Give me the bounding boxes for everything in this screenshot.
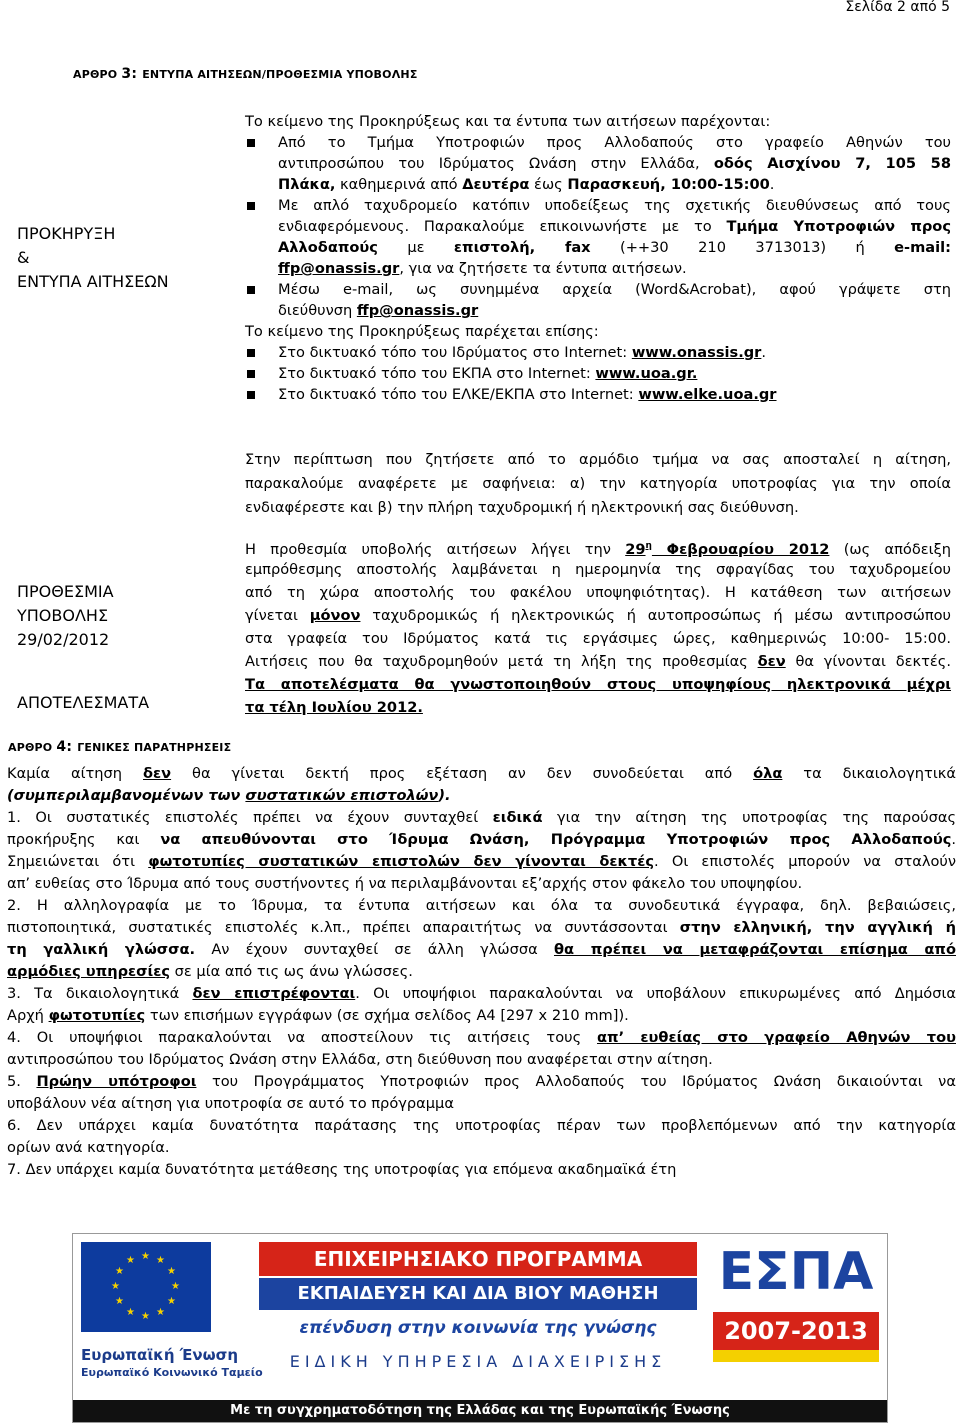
line bbox=[7, 785, 956, 807]
programme-title: ΕΠΙΧΕΙΡΗΣΙΑΚΟ ΠΡΟΓΡΑΜΜΑ bbox=[259, 1242, 697, 1276]
line bbox=[7, 1071, 956, 1093]
text: (συμπεριλαμβανομένων των bbox=[7, 787, 246, 804]
results-notice: Τα αποτελέσματα θα γνωστοποιηθούν στους υποψηφίους ηλεκτρονικά μέχρι bbox=[245, 676, 951, 693]
text: με bbox=[377, 239, 454, 256]
espa-logo bbox=[713, 1242, 879, 1392]
text: αντιπροσώπου του Ιδρύματος Ωνάση στην Ελλάδα, bbox=[278, 155, 714, 172]
text: Αιτήσεις που θα ταχυδρομηθούν μετά τη λήξη της προθεσμίας bbox=[245, 653, 758, 670]
text: επιστολή, fax bbox=[453, 239, 591, 256]
bullet-cont bbox=[245, 216, 951, 237]
text: τη γαλλική γλώσσα. bbox=[7, 941, 196, 958]
eu-subtitle: Ευρωπαϊκό Κοινωνικό Ταμείο bbox=[81, 1366, 263, 1379]
line bbox=[245, 650, 951, 673]
line bbox=[7, 1005, 956, 1027]
bullet-web-elke bbox=[245, 384, 951, 405]
text: Αρχή bbox=[7, 1007, 49, 1024]
programme-slogan: επένδυση στην κοινωνία της γνώσης bbox=[299, 1318, 657, 1338]
text: . Οι υποψήφιοι παρακαλούνται να υποβάλουν επικυρωμένες από Δημόσια bbox=[355, 985, 956, 1002]
email-link[interactable]: ffp@onassis.gr bbox=[278, 260, 400, 277]
line bbox=[245, 535, 951, 558]
text: Η προθεσμία υποβολής αιτήσεων λήγει την bbox=[245, 540, 626, 558]
funding-banner bbox=[72, 1233, 888, 1423]
text: Αλλοδαπούς bbox=[278, 239, 378, 256]
text: να απευθύνονται στο Ίδρυμα Ωνάση, Πρόγραμμα Υποτροφιών προς Αλλοδαπούς bbox=[160, 831, 952, 848]
text: 4. Οι υποψήφιοι παρακαλούνται να αποστείλουν τις αιτήσεις τους bbox=[7, 1029, 598, 1046]
espa-years: 2007-2013 bbox=[713, 1312, 879, 1350]
line bbox=[7, 983, 956, 1005]
text: φωτοτυπίες συστατικών επιστολών δεν γίνονται δεκτές bbox=[148, 853, 655, 870]
text: για την αίτηση της υποτροφίας της παρούσας bbox=[542, 809, 957, 826]
text: ταχυδρομικώς ή ηλεκτρονικώς ή αυτοπροσώπως ή μέσω αντιπροσώπου bbox=[360, 607, 951, 624]
text: αντιπροσώπου του Ιδρύματος Ωνάση στην Ελλάδα, στη διεύθυνση που αναφέρεται στην αίτηση. bbox=[7, 1051, 713, 1068]
eu-star-icon: ★ bbox=[156, 1255, 165, 1267]
text: ορίων ανά κατηγορία. bbox=[7, 1139, 170, 1156]
proclamation-section bbox=[245, 111, 951, 405]
text: μόνον bbox=[309, 607, 361, 624]
text: . bbox=[761, 344, 767, 361]
text: Πρώην υπότροφοι bbox=[36, 1073, 197, 1090]
text: εμπρόθεσμης αποστολής λαμβάνεται η ημερομηνία της σφραγίδας του ταχυδρομείου bbox=[245, 561, 951, 578]
bullet-cont bbox=[245, 153, 951, 174]
text: Δευτέρα bbox=[462, 176, 530, 193]
text: . Οι επιστολές μπορούν να σταλούν bbox=[654, 853, 957, 870]
text: θα γίνονται δεκτές. bbox=[785, 653, 951, 670]
bullet-web-onassis bbox=[245, 342, 951, 363]
eu-star-icon: ★ bbox=[171, 1281, 180, 1292]
text: στα γραφεία του Ιδρύματος κατά τις εργάσιμες ώρες, καθημερινώς 10:00- 15:00. bbox=[245, 630, 951, 647]
text: προκήρυξης και bbox=[7, 831, 161, 848]
label-line: ΕΝΤΥΠΑ ΑΙΤΗΣΕΩΝ bbox=[17, 272, 169, 291]
eu-star-icon: ★ bbox=[126, 1255, 135, 1267]
results-label: ΑΠΟΤΕΛΕΣΜΑΤΑ bbox=[17, 693, 150, 712]
deadline-paragraph bbox=[245, 535, 951, 719]
text: παρακαλούμε αναφέρετε με σαφήνεια: α) την κατηγορία υποτροφίας για την οποία bbox=[245, 475, 951, 492]
office-hours: Παρασκευή, 10:00-15:00 bbox=[567, 176, 770, 193]
line bbox=[7, 763, 956, 785]
text: (++30 210 3713013) ή bbox=[590, 239, 895, 256]
text: ενδιαφέρεστε και β) την πλήρη ταχυδρομική ή ηλεκτρονική σας διεύθυνση. bbox=[245, 499, 799, 516]
text: έως bbox=[529, 176, 568, 193]
text: ενδιαφερόμενους. Παρακαλούμε επικοινωνήστε με το bbox=[278, 218, 727, 235]
bullet-cont bbox=[245, 174, 951, 195]
text: Αν έχουν συνταχθεί σε άλλη γλώσσα bbox=[195, 941, 554, 958]
espa-strip bbox=[713, 1350, 879, 1362]
proclamation-label bbox=[17, 222, 227, 294]
email-link[interactable]: ffp@onassis.gr bbox=[356, 302, 479, 319]
article-3-heading bbox=[73, 66, 418, 82]
text: όλα bbox=[753, 765, 783, 782]
text: . bbox=[769, 176, 775, 193]
article-number: 3: bbox=[121, 66, 143, 82]
text: αρμόδιες υπηρεσίες bbox=[7, 963, 170, 980]
article-prefix: ΑΡΘΡΟ bbox=[73, 68, 122, 81]
general-remarks bbox=[7, 763, 956, 1181]
eu-flag-icon bbox=[81, 1242, 211, 1332]
text: συστατικών επιστολών bbox=[245, 787, 439, 804]
text: , για να ζητήσετε τα έντυπα αιτήσεων. bbox=[399, 260, 687, 277]
line bbox=[245, 604, 951, 627]
line bbox=[7, 829, 956, 851]
text: 1. Οι συστατικές επιστολές πρέπει να έχουν συνταχθεί bbox=[7, 809, 493, 826]
date: 29 bbox=[625, 540, 646, 558]
text: δεν επιστρέφονται bbox=[192, 985, 356, 1002]
deadline-label bbox=[17, 580, 227, 652]
eu-title: Ευρωπαϊκή Ένωση bbox=[81, 1346, 239, 1364]
text: φωτοτυπίες bbox=[48, 1007, 146, 1024]
web-link[interactable]: www.elke.uoa.gr bbox=[638, 386, 777, 403]
web-link[interactable]: www.onassis.gr bbox=[631, 344, 762, 361]
bullet-post bbox=[245, 195, 951, 216]
eu-star-icon: ★ bbox=[126, 1306, 135, 1318]
text: 6. Δεν υπάρχει καμία δυνατότητα παράτασης της υποτροφίας πέραν των προβλεπόμενων από την κατηγορία bbox=[7, 1117, 956, 1134]
text: θα γίνεται δεκτή προς εξέταση αν δεν συνοδεύεται από bbox=[171, 765, 754, 782]
line bbox=[7, 1027, 956, 1049]
bullet-cont bbox=[245, 237, 951, 258]
results-notice: τα τέλη Ιουλίου 2012. bbox=[245, 699, 423, 716]
article-prefix: ΑΡΘΡΟ bbox=[8, 741, 57, 754]
eu-star-icon: ★ bbox=[115, 1296, 124, 1307]
also-line: Το κείμενο της Προκηρύξεως παρέχεται επίσης: bbox=[245, 323, 599, 340]
programme-name: ΕΚΠΑΙΔΕΥΣΗ ΚΑΙ ΔΙΑ ΒΙΟΥ ΜΑΘΗΣΗ bbox=[259, 1278, 697, 1310]
line bbox=[7, 851, 956, 873]
eu-star-icon: ★ bbox=[111, 1281, 120, 1292]
text: 7. Δεν υπάρχει καμία δυνατότητα μετάθεσης της υποτροφίας για επόμενα ακαδημαϊκά έτη bbox=[7, 1161, 677, 1178]
text: Στο δικτυακό τόπο του ΕΛΚΕ/ΕΚΠΑ στο Internet: bbox=[278, 386, 639, 403]
text: πιστοποιητικά, συστατικές επιστολές κ.λπ., πρέπει απαραιτήτως να συντάσσονται bbox=[7, 919, 680, 936]
text: η bbox=[645, 541, 652, 551]
request-paragraph bbox=[245, 448, 951, 520]
article-title: ΓΕΝΙΚΕΣ ΠΑΡΑΤΗΡΗΣΕΙΣ bbox=[77, 741, 232, 754]
web-link[interactable]: www.uoa.gr. bbox=[595, 365, 698, 382]
eu-star-icon: ★ bbox=[156, 1306, 165, 1318]
text: Από το Τμήμα Υποτροφιών προς Αλλοδαπούς στο γραφείο Αθηνών του bbox=[278, 134, 951, 151]
label-line: 29/02/2012 bbox=[17, 630, 110, 649]
line bbox=[7, 807, 956, 829]
text: 5. bbox=[7, 1073, 37, 1090]
text: του Προγράμματος Υποτροφιών προς Αλλοδαπούς του Ιδρύματος Ωνάση δικαιούνται να bbox=[196, 1073, 956, 1090]
text: στην ελληνική, την αγγλική ή bbox=[679, 919, 956, 936]
bullet-cont bbox=[245, 300, 951, 321]
text: e-mail: bbox=[894, 239, 951, 256]
page-number: Σελίδα 2 από 5 bbox=[845, 0, 950, 15]
bullet-cont bbox=[245, 258, 951, 279]
bullet-web-uoa bbox=[245, 363, 951, 384]
text: Στην περίπτωση που ζητήσετε από το αρμόδιο τμήμα να σας αποσταλεί η αίτηση, bbox=[245, 451, 951, 468]
text: γίνεται bbox=[245, 607, 310, 624]
label-line: ΠΡΟΚΗΡΥΞΗ bbox=[17, 224, 116, 243]
eu-star-icon: ★ bbox=[141, 1251, 150, 1262]
text: Τμήμα Υποτροφιών προς bbox=[726, 218, 951, 235]
text: απ’ ευθείας στο Ίδρυμα από τους συστήνοντες ή να περιλαμβάνονται εξ’αρχής στον φάκελο του υποψηφίου. bbox=[7, 875, 803, 892]
text: Στο δικτυακό τόπο του Ιδρύματος στο Internet: bbox=[278, 344, 632, 361]
text: σε μία από τις ως άνω γλώσσες. bbox=[170, 963, 413, 980]
text: των επισήμων εγγράφων (σε σχήμα σελίδος Α4 [297 x 210 mm]). bbox=[145, 1007, 629, 1024]
text: καθημερινά από bbox=[335, 176, 463, 193]
text: Σημειώνεται ότι bbox=[7, 853, 149, 870]
eu-star-icon: ★ bbox=[166, 1266, 176, 1277]
eu-star-icon: ★ bbox=[141, 1311, 150, 1322]
intro-line: Το κείμενο της Προκηρύξεως και τα έντυπα των αιτήσεων παρέχονται: bbox=[245, 113, 771, 130]
line bbox=[7, 939, 956, 961]
line bbox=[7, 917, 956, 939]
text: υποβάλουν νέα αίτηση για υποτροφία σε αυτό το πρόγραμμα bbox=[7, 1095, 454, 1112]
text: . bbox=[951, 831, 956, 848]
date: Φεβρουαρίου 2012 bbox=[651, 540, 830, 558]
text: 2. Η αλληλογραφία με το Ίδρυμα, τα έντυπα αιτήσεων και όλα τα συνοδευτικά έγγραφα, δηλ. βεβαιώσεις, bbox=[7, 897, 956, 914]
text: απ’ ευθείας στο γραφείο Αθηνών του bbox=[597, 1029, 956, 1046]
text: Μέσω e-mail, ως συνημμένα αρχεία (Word&Acrobat), αφού γράψετε στη bbox=[278, 281, 951, 298]
bullet-athens-office bbox=[245, 132, 951, 153]
eu-star-icon: ★ bbox=[166, 1296, 176, 1307]
text: ειδικά bbox=[492, 809, 543, 826]
text: Στο δικτυακό τόπο του ΕΚΠΑ στο Internet: bbox=[278, 365, 596, 382]
text: Πλάκα, bbox=[278, 176, 336, 193]
espa-word: ΕΣΠΑ bbox=[718, 1242, 874, 1302]
text: 3. Τα δικαιολογητικά bbox=[7, 985, 193, 1002]
bullet-email bbox=[245, 279, 951, 300]
text: Καμία αίτηση bbox=[7, 765, 143, 782]
text: θα πρέπει να μεταφράζονται επίσημα από bbox=[553, 941, 956, 958]
text: τα δικαιολογητικά bbox=[782, 765, 956, 782]
label-line: & bbox=[17, 248, 30, 267]
managing-unit: ΕΙΔΙΚΗ ΥΠΗΡΕΣΙΑ ΔΙΑΧΕΙΡΙΣΗΣ bbox=[289, 1352, 667, 1371]
cofunding-note: Με τη συγχρηματοδότηση της Ελλάδας και της Ευρωπαϊκής Ένωσης bbox=[73, 1400, 887, 1422]
article-4-heading bbox=[8, 739, 231, 755]
eu-star-icon: ★ bbox=[115, 1266, 124, 1277]
article-number: 4: bbox=[56, 739, 78, 755]
text: δεν bbox=[757, 653, 786, 670]
text: από τη χώρα αποστολής του φακέλου υποψηφιότητας). Η κατάθεση των αιτήσεων bbox=[245, 584, 951, 601]
text: (ως απόδειξη bbox=[829, 540, 951, 558]
text: διεύθυνση bbox=[278, 302, 357, 319]
line bbox=[7, 961, 956, 983]
programme-logo bbox=[259, 1242, 697, 1310]
text: δεν bbox=[143, 765, 172, 782]
text: ). bbox=[438, 787, 451, 804]
label-line: ΥΠΟΒΟΛΗΣ bbox=[17, 606, 109, 625]
label-line: ΠΡΟΘΕΣΜΙΑ bbox=[17, 582, 114, 601]
text: Με απλό ταχυδρομείο κατόπιν υποδείξεως της σχετικής διευθύνσεως από τους bbox=[278, 197, 951, 214]
article-title: ΕΝΤΥΠΑ ΑΙΤΗΣΕΩΝ/ΠΡΟΘΕΣΜΙΑ ΥΠΟΒΟΛΗΣ bbox=[142, 68, 418, 81]
address: οδός Αισχίνου 7, 105 58 bbox=[713, 155, 951, 172]
